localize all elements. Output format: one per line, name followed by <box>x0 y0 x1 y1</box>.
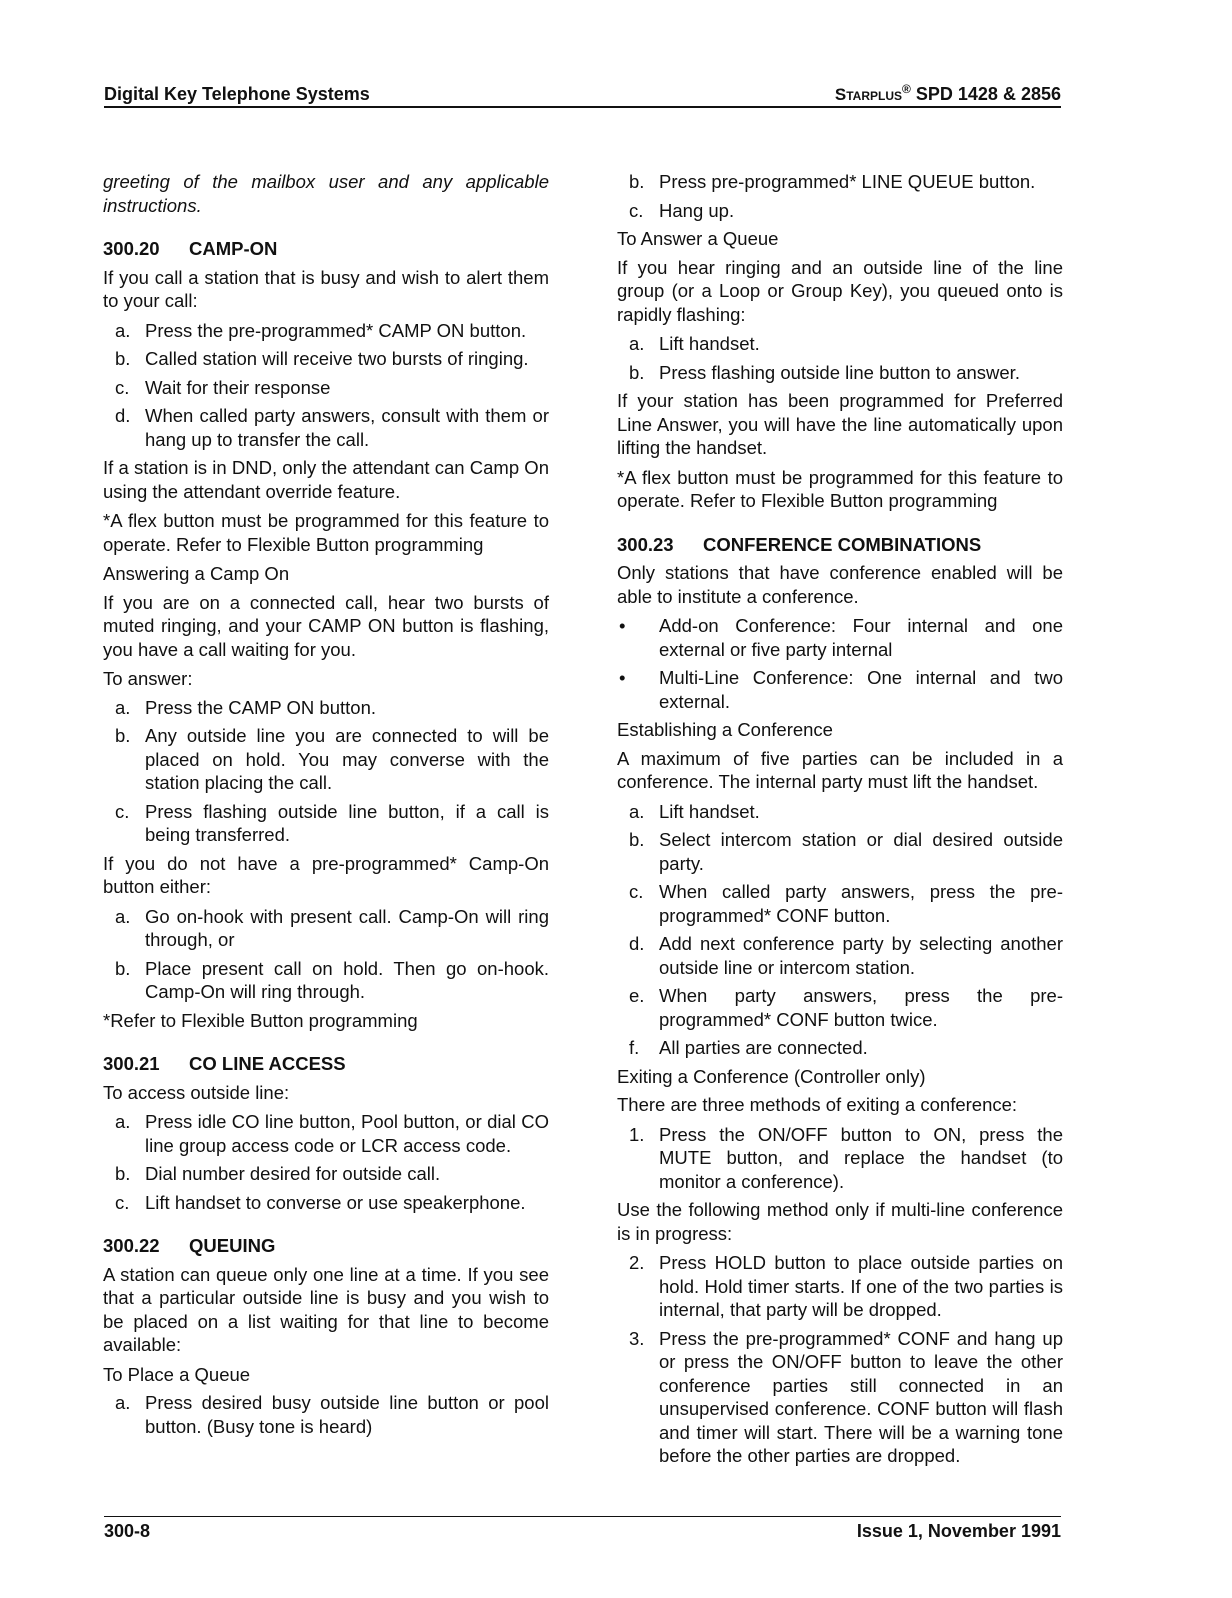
list-item <box>617 880 1063 927</box>
step-text: Any outside line you are connected to will be placed on hold. You may converse with the station placing the call. <box>145 725 549 793</box>
right-column <box>617 170 1063 1473</box>
step-text: Press the pre-programmed* CONF and hang up or press the ON/OFF button to leave the other conference parties still connected in an unsupervised conference. CONF button will flash and timer will start. There will be a warning tone before the other parties are dropped. <box>659 1327 1063 1466</box>
list-item <box>103 905 549 952</box>
paragraph: If you do not have a pre-programmed* Camp-On button either: <box>103 852 549 897</box>
subheading: Answering a Camp On <box>103 563 290 584</box>
step-text: Wait for their response <box>145 376 331 398</box>
list-item <box>103 1162 549 1186</box>
step-label: a. <box>115 905 131 927</box>
step-text: All parties are connected. <box>659 1037 868 1058</box>
step-label: b. <box>115 1163 131 1184</box>
issue-date: Issue 1, November 1991 <box>856 1521 1061 1541</box>
step-label: b. <box>629 361 645 383</box>
page-number: 300-8 <box>104 1521 151 1541</box>
section-number: 300.20 <box>103 238 160 259</box>
step-text: Select intercom station or dial desired outside party. <box>659 829 1063 874</box>
paragraph: If a station is in DND, only the attendant can Camp On using the attendant override feature. <box>103 457 549 502</box>
step-text: Add next conference party by selecting another outside line or intercom station. <box>659 933 1063 978</box>
subheading: Establishing a Conference <box>617 719 833 740</box>
paragraph: If you call a station that is busy and wish to alert them to your call: <box>103 266 549 311</box>
bullet-text: Add-on Conference: Four internal and one external or five party internal <box>659 615 1063 660</box>
step-text: Press desired busy outside line button or pool button. (Busy tone is heard) <box>145 1392 549 1437</box>
list-item <box>103 376 549 400</box>
paragraph: A station can queue only one line at a time. If you see that a particular outside line is busy and you wish to be placed on a list waiting for that line to become available: <box>103 1263 549 1355</box>
step-text: Press the CAMP ON button. <box>145 696 377 718</box>
subheading: Exiting a Conference (Controller only) <box>617 1065 926 1087</box>
section-heading-conference <box>617 533 1063 557</box>
list-item <box>617 1036 1063 1060</box>
subheading: To Answer a Queue <box>617 228 779 249</box>
paragraph: Use the following method only if multi-line conference is in progress: <box>617 1199 1063 1244</box>
step-text: Press the ON/OFF button to ON, press the MUTE button, and replace the handset (to monitor a conference). <box>659 1123 1063 1192</box>
paragraph: Only stations that have conference enabled will be able to institute a conference. <box>617 562 1063 607</box>
step-list <box>617 170 1063 222</box>
step-label: c. <box>115 376 130 398</box>
section-title: CO LINE ACCESS <box>189 1053 346 1074</box>
step-label: c. <box>629 881 644 902</box>
list-item <box>617 361 1063 385</box>
list-item <box>617 828 1063 875</box>
step-list <box>103 1110 549 1214</box>
bullet-list <box>617 614 1063 713</box>
step-label: a. <box>115 319 131 341</box>
step-list <box>103 905 549 1004</box>
paragraph: To access outside line: <box>103 1081 290 1103</box>
step-label: a. <box>115 1392 131 1413</box>
step-label: e. <box>629 985 645 1006</box>
bullet-item <box>617 614 1063 661</box>
step-text: Lift handset. <box>659 800 760 822</box>
list-item <box>103 1191 549 1215</box>
list-item <box>617 170 1063 194</box>
paragraph: *Refer to Flexible Button programming <box>103 1009 418 1031</box>
step-label: c. <box>115 800 130 822</box>
list-item <box>103 800 549 847</box>
section-title: QUEUING <box>189 1235 276 1256</box>
step-label: a. <box>115 1111 131 1132</box>
header-model: SPD 1428 & 2856 <box>915 84 1061 104</box>
bullet-item <box>617 666 1063 713</box>
step-label: c. <box>629 199 644 221</box>
section-title: CONFERENCE COMBINATIONS <box>703 533 982 555</box>
step-label: b. <box>629 829 645 850</box>
paragraph: *A flex button must be programmed for this feature to operate. Refer to Flexible Button programming <box>617 466 1063 511</box>
bullet-icon: • <box>619 667 626 688</box>
paragraph: To answer: <box>103 668 193 689</box>
subheading: To Place a Queue <box>103 1363 251 1385</box>
list-item <box>617 199 1063 223</box>
paragraph: *A flex button must be programmed for this feature to operate. Refer to Flexible Button programming <box>103 510 549 555</box>
section-heading-co-line-access <box>103 1052 549 1076</box>
list-item <box>103 1391 549 1438</box>
list-item <box>617 800 1063 824</box>
section-heading-queuing <box>103 1234 549 1258</box>
step-list <box>617 1251 1063 1468</box>
section-heading-camp-on <box>103 237 549 261</box>
step-label: a. <box>629 333 645 354</box>
header-brand: Starplus <box>834 85 903 104</box>
step-text: Dial number desired for outside call. <box>145 1163 441 1184</box>
step-text: Place present call on hold. Then go on-hook. Camp-On will ring through. <box>145 957 549 1002</box>
bullet-text: Multi-Line Conference: One internal and two external. <box>659 667 1063 712</box>
list-item <box>103 957 549 1004</box>
step-text: Lift handset. <box>659 333 760 354</box>
step-text: Press idle CO line button, Pool button, or dial CO line group access code or LCR access code. <box>145 1111 549 1156</box>
list-item <box>617 984 1063 1031</box>
list-item <box>103 347 549 371</box>
step-text: Press pre-programmed* LINE QUEUE button. <box>659 171 1036 192</box>
paragraph: There are three methods of exiting a conference: <box>617 1094 1018 1115</box>
page-footer <box>104 1516 1061 1547</box>
paragraph: If you hear ringing and an outside line of the line group (or a Loop or Group Key), you queued onto is rapidly flashing: <box>617 256 1063 325</box>
list-item <box>103 724 549 795</box>
list-item <box>103 404 549 451</box>
step-text: When called party answers, press the pre-programmed* CONF button. <box>659 881 1063 926</box>
paragraph: If your station has been programmed for Preferred Line Answer, you will have the line automatically upon lifting the handset. <box>617 390 1063 458</box>
step-list <box>617 800 1063 1060</box>
list-item <box>617 332 1063 356</box>
paragraph: If you are on a connected call, hear two bursts of muted ringing, and your CAMP ON button is flashing, you have a call waiting for you. <box>103 591 549 660</box>
step-label: 3. <box>629 1327 645 1349</box>
left-column <box>103 170 549 1443</box>
step-text: Press HOLD button to place outside parties on hold. Hold timer starts. If one of the two parties is internal, that party will be dropped. <box>659 1252 1063 1320</box>
step-text: Go on-hook with present call. Camp-On will ring through, or <box>145 905 549 950</box>
step-label: b. <box>115 725 131 746</box>
step-text: Press flashing outside line button, if a call is being transferred. <box>145 800 549 845</box>
step-text: Called station will receive two bursts of ringing. <box>145 348 529 369</box>
step-list <box>103 696 549 847</box>
paragraph: A maximum of five parties can be included in a conference. The internal party must lift the handset. <box>617 747 1063 792</box>
step-text: Press the pre-programmed* CAMP ON button. <box>145 319 527 341</box>
exit-method-1 <box>617 1123 1063 1194</box>
bullet-icon: • <box>619 615 626 636</box>
step-label: 1. <box>629 1123 645 1145</box>
step-list <box>617 332 1063 384</box>
step-label: d. <box>629 933 645 954</box>
section-number: 300.21 <box>103 1053 160 1074</box>
step-text: Press flashing outside line button to answer. <box>659 361 1020 383</box>
list-item <box>103 696 549 720</box>
list-item <box>103 319 549 343</box>
intro-text: greeting of the mailbox user and any applicable instructions. <box>103 171 549 216</box>
list-item <box>617 932 1063 979</box>
step-list <box>103 1391 549 1438</box>
step-text: When party answers, press the pre-programmed* CONF button twice. <box>659 985 1063 1030</box>
section-title: CAMP-ON <box>189 238 278 259</box>
section-number: 300.22 <box>103 1235 160 1256</box>
step-text: Hang up. <box>659 199 735 221</box>
list-item <box>617 1327 1063 1468</box>
step-label: b. <box>629 171 645 192</box>
section-number: 300.23 <box>617 533 674 555</box>
registered-mark: ® <box>902 82 911 96</box>
step-label: a. <box>629 800 645 822</box>
header-title: Digital Key Telephone Systems <box>104 84 370 104</box>
list-item <box>617 1251 1063 1322</box>
step-label: 2. <box>629 1252 645 1273</box>
step-list <box>103 319 549 452</box>
header-product <box>835 82 1061 105</box>
step-label: a. <box>115 696 131 718</box>
step-text: When called party answers, consult with them or hang up to transfer the call. <box>145 405 549 450</box>
page-header <box>104 80 1061 108</box>
step-label: b. <box>115 348 131 369</box>
step-text: Lift handset to converse or use speakerphone. <box>145 1191 526 1213</box>
list-item <box>103 1110 549 1157</box>
step-label: d. <box>115 405 131 426</box>
step-label: f. <box>629 1037 640 1058</box>
step-label: c. <box>115 1191 130 1213</box>
step-label: b. <box>115 957 131 979</box>
